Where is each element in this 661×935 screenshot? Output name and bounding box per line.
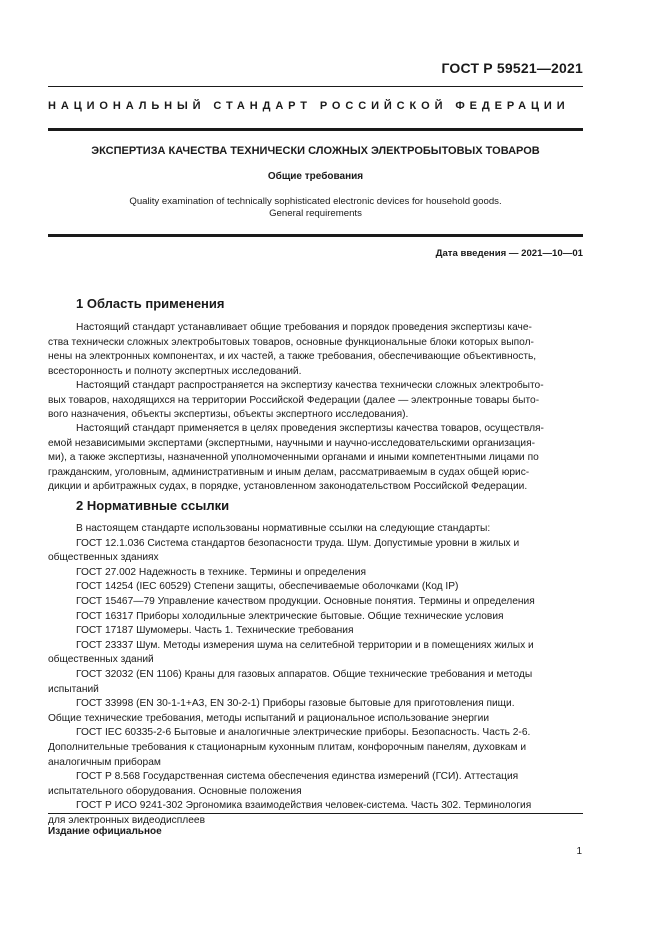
section-2-heading: 2 Нормативные ссылки	[76, 498, 230, 513]
references-intro: В настоящем стандарте использованы нормативные ссылки на следующие стандарты:	[76, 523, 491, 534]
reference-gost-32032: ГОСТ 32032 (EN 1106) Краны для газовых аппаратов. Общие технические требования и методы	[76, 668, 533, 680]
english-title-line-1: Quality examination of technically sophisticated electronic devices for household goods.	[129, 196, 502, 207]
reference-gost-17187: ГОСТ 17187 Шумомеры. Часть 1. Технические требования	[76, 625, 354, 637]
reference-continuation: для электронных видеодисплеев	[48, 814, 205, 826]
reference-gost-r-iso-9241-302: ГОСТ Р ИСО 9241-302 Эргономика взаимодействия человек-система. Часть 302. Терминология	[76, 800, 532, 812]
text-line: вого назначения, объекты экспертизы, объекты экспертного исследования).	[48, 409, 409, 421]
reference-gost-15467: ГОСТ 15467—79 Управление качеством продукции. Основные понятия. Термины и определения	[76, 595, 535, 607]
text-line: ми), а также экспертизы, назначенной уполномоченными органами и иными компетентными лицами по	[48, 452, 539, 464]
document-title: ЭКСПЕРТИЗА КАЧЕСТВА ТЕХНИЧЕСКИ СЛОЖНЫХ ЭЛЕКТРОБЫТОВЫХ ТОВАРОВ	[91, 145, 540, 157]
text-line: Настоящий стандарт применяется в целях проведения экспертизы качества товаров, осуществля-	[76, 423, 544, 434]
section-1-heading: 1 Область применения	[76, 296, 225, 311]
text-line: Настоящий стандарт распространяется на экспертизу качества технически сложных электробыто-	[76, 380, 544, 391]
text-line: Настоящий стандарт устанавливает общие требования и порядок проведения экспертизы каче-	[76, 322, 532, 333]
reference-continuation: аналогичным приборам	[48, 756, 161, 768]
text-line: вых товаров, находящихся на территории Российской Федерации (далее — электронные товары быто-	[48, 394, 540, 406]
title-rule	[48, 234, 583, 237]
text-line: ства технически сложных электробытовых товаров, основные функциональные блоки которых выпол-	[48, 336, 534, 348]
reference-gost-33998: ГОСТ 33998 (EN 30-1-1+A3, EN 30-2-1) Приборы газовые бытовые для приготовления пищи.	[76, 698, 515, 710]
text-line: нены на электронных компонентах, и их частей, а также требования, обеспечивающие объективность,	[48, 351, 537, 363]
reference-gost-r-8-568: ГОСТ Р 8.568 Государственная система обеспечения единства измерений (ГСИ). Аттестация	[76, 771, 519, 783]
header-rule	[48, 86, 583, 87]
reference-continuation: испытательного оборудования. Основные положения	[48, 785, 302, 797]
page-number: 1	[576, 846, 582, 857]
text-line: всесторонность и полноту экспертных исследований.	[48, 365, 302, 377]
reference-continuation: общественных зданиях	[48, 552, 159, 564]
reference-gost-23337: ГОСТ 23337 Шум. Методы измерения шума на селитебной территории и в помещениях жилых и	[76, 639, 534, 651]
section-1-paragraph-1	[48, 321, 583, 379]
text-line: гражданским, уголовным, административным и иным делам, рассматриваемым в судах общей юрис-	[48, 466, 530, 478]
section-2-body	[48, 522, 583, 828]
banner-rule	[48, 128, 583, 131]
reference-continuation: Дополнительные требования к стационарным кухонным плитам, конфорочным панелям, духовкам и	[48, 741, 527, 753]
reference-gost-27-002: ГОСТ 27.002 Надежность в технике. Термины и определения	[76, 566, 366, 578]
reference-continuation: Общие технические требования, методы испытаний и рациональное использование энергии	[48, 712, 490, 724]
text-line: дикции и арбитражных судах, в порядке, установленном законодательством Российской Федерации.	[48, 481, 528, 493]
reference-gost-16317: ГОСТ 16317 Приборы холодильные электрические бытовые. Общие технические условия	[76, 610, 504, 622]
reference-gost-iec-60335-2-6: ГОСТ IEC 60335-2-6 Бытовые и аналогичные электрические приборы. Безопасность. Часть 2-6.	[76, 727, 531, 739]
introduction-date: Дата введения — 2021—10—01	[435, 248, 583, 259]
section-1-paragraph-2	[48, 379, 583, 423]
reference-continuation: общественных зданий	[48, 654, 154, 666]
document-subtitle: Общие требования	[267, 171, 364, 182]
official-edition-label: Издание официальное	[48, 826, 162, 837]
text-line: емой независимыми экспертами (экспертными, научными и научно-исследовательскими организация-	[48, 437, 536, 449]
standard-banner: НАЦИОНАЛЬНЫЙ СТАНДАРТ РОССИЙСКОЙ ФЕДЕРАЦИИ	[48, 100, 570, 112]
reference-gost-12-1-036: ГОСТ 12.1.036 Система стандартов безопасности труда. Шум. Допустимые уровни в жилых и	[76, 537, 520, 549]
reference-continuation: испытаний	[48, 683, 99, 695]
section-1-paragraph-3	[48, 422, 583, 495]
footer-rule	[48, 813, 583, 814]
reference-gost-14254: ГОСТ 14254 (IEC 60529) Степени защиты, обеспечиваемые оболочками (Код IP)	[76, 581, 459, 593]
english-title-line-2: General requirements	[269, 208, 362, 219]
document-number: ГОСТ Р 59521—2021	[441, 60, 583, 76]
